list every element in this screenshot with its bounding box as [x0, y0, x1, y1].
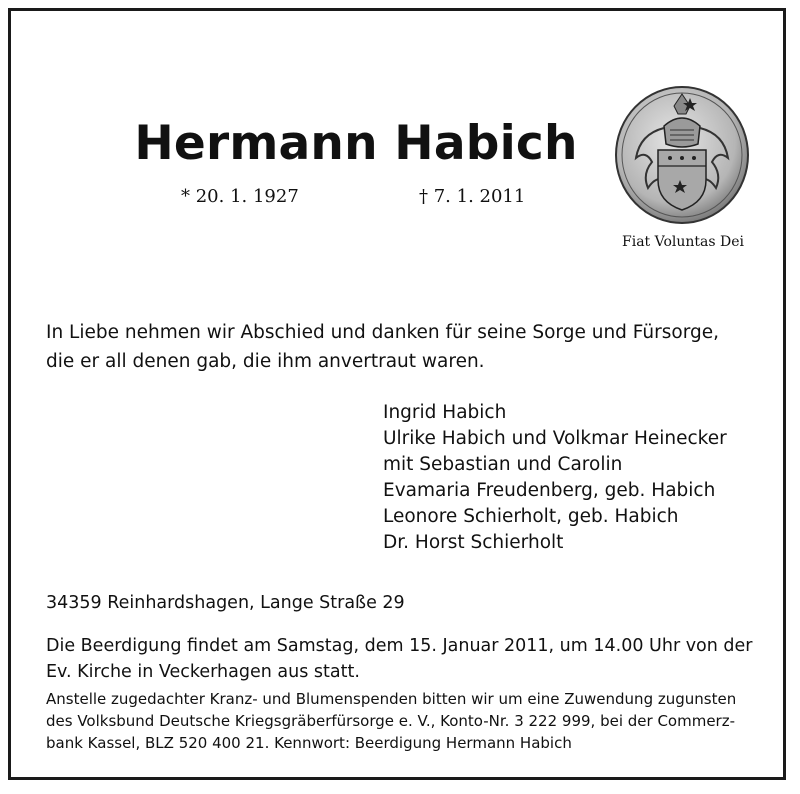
funeral-line: Die Beerdigung findet am Samstag, dem 15. Januar 2011, um 14.00 Uhr von der — [46, 636, 753, 656]
funeral-info — [46, 633, 753, 685]
family-address: 34359 Reinhardshagen, Lange Straße 29 — [46, 593, 405, 613]
mourner-name: mit Sebastian und Carolin — [383, 454, 623, 475]
birth-date: * 20. 1. 1927 — [181, 186, 299, 207]
funeral-line: Ev. Kirche in Veckerhagen aus statt. — [46, 662, 360, 682]
donation-line: des Volksbund Deutsche Kriegsgräberfürsorge e. V., Konto-Nr. 3 222 999, bei der Commerz- — [46, 712, 736, 730]
donation-line: bank Kassel, BLZ 520 400 21. Kennwort: Beerdigung Hermann Habich — [46, 734, 572, 752]
mourner-name: Ulrike Habich und Volkmar Heinecker — [383, 428, 727, 449]
mourners-list — [383, 400, 727, 556]
mourner-name: Dr. Horst Schierholt — [383, 532, 564, 553]
donation-request — [46, 688, 736, 754]
mourner-name: Evamaria Freudenberg, geb. Habich — [383, 480, 716, 501]
farewell-line: In Liebe nehmen wir Abschied und danken für seine Sorge und Fürsorge, — [46, 322, 719, 343]
farewell-text — [46, 318, 719, 376]
farewell-line: die er all denen gab, die ihm anvertraut waren. — [46, 351, 485, 372]
seal-motto: Fiat Voluntas Dei — [622, 234, 744, 250]
coat-of-arms-seal-icon — [612, 84, 752, 226]
mourner-name: Ingrid Habich — [383, 402, 507, 423]
deceased-name: Hermann Habich — [134, 116, 578, 171]
mourner-name: Leonore Schierholt, geb. Habich — [383, 506, 679, 527]
donation-line: Anstelle zugedachter Kranz- und Blumenspenden bitten wir um eine Zuwendung zugunsten — [46, 690, 737, 708]
death-date: † 7. 1. 2011 — [419, 186, 526, 207]
